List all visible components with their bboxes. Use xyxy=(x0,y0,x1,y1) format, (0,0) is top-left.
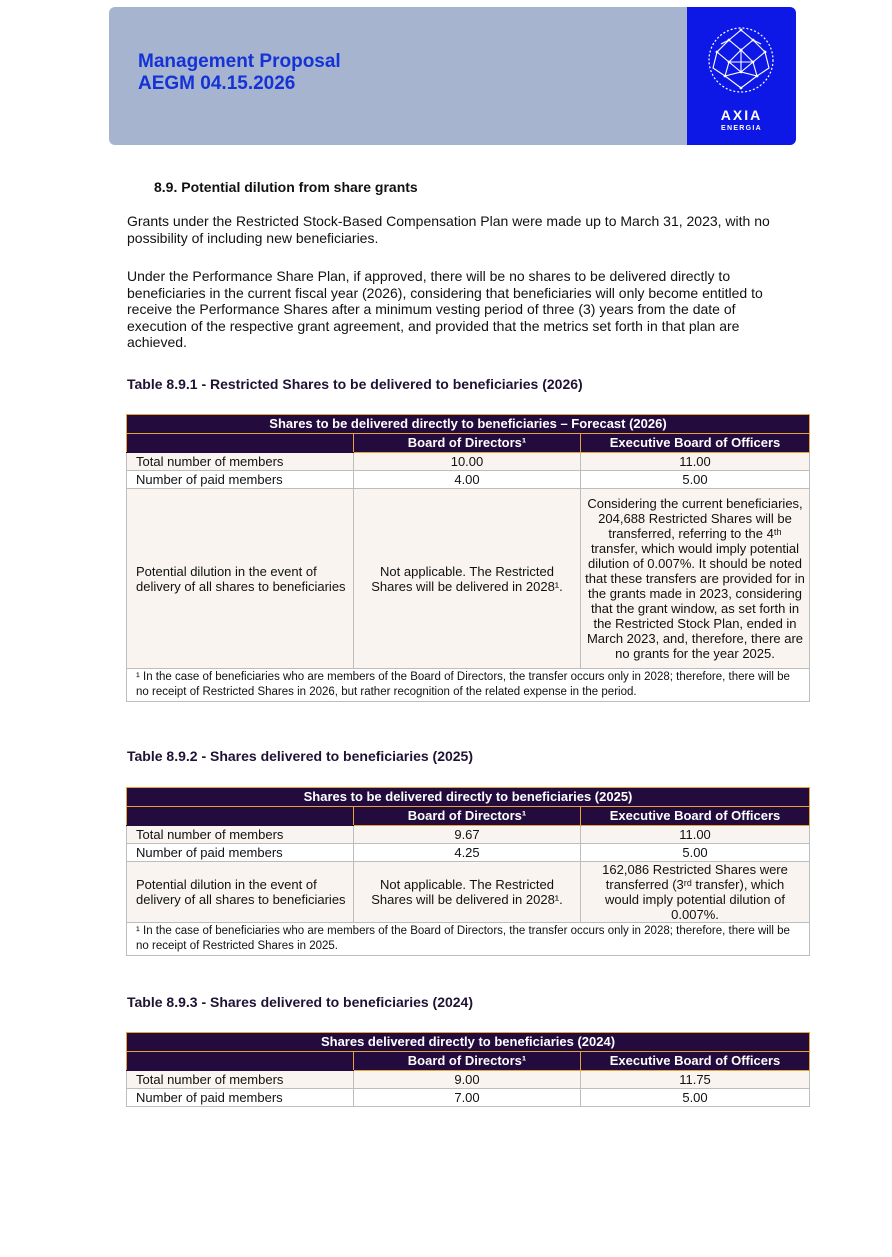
table-1 xyxy=(126,414,810,702)
logo-subbrand: ENERGIA xyxy=(721,125,762,132)
exec-value: 5.00 xyxy=(581,1089,810,1107)
row-label: Total number of members xyxy=(127,1071,354,1089)
exec-value: 11.75 xyxy=(581,1071,810,1089)
section-title: 8.9. Potential dilution from share grants xyxy=(154,179,418,195)
table-1-footnote: ¹ In the case of beneficiaries who are members of the Board of Directors, the transfer occurs only in 2028; therefore, there will be no receipt of Restricted Shares in 2026, but rather recognition of the related expense in the period. xyxy=(127,669,810,702)
document-subtitle: AEGM 04.15.2026 xyxy=(138,73,296,94)
table-row-dilution xyxy=(127,862,810,923)
table-2-banner: Shares to be delivered directly to beneficiaries (2025) xyxy=(127,788,810,807)
table-row xyxy=(127,826,810,844)
paragraph-1: Grants under the Restricted Stock-Based Compensation Plan were made up to March 31, 2023, with no possibility of including new beneficiaries. xyxy=(127,213,770,246)
row-label: Number of paid members xyxy=(127,1089,354,1107)
exec-value: 11.00 xyxy=(581,453,810,471)
globe-icon xyxy=(707,26,775,94)
exec-value: 5.00 xyxy=(581,844,810,862)
board-value: 7.00 xyxy=(354,1089,581,1107)
row-label: Number of paid members xyxy=(127,471,354,489)
company-logo xyxy=(687,7,796,145)
paragraph-2: Under the Performance Share Plan, if approved, there will be no shares to be delivered directly to beneficiaries in the current fiscal year (2026), considering that beneficiaries will only become entitled to receive the Performance Shares after a minimum vesting period of three (3) years from the date of execution of the respective grant agreement, and provided that the metrics set forth in that plan are achieved. xyxy=(127,268,763,351)
table-1-col-board: Board of Directors¹ xyxy=(354,434,581,453)
table-row xyxy=(127,453,810,471)
table-2-caption: Table 8.9.2 - Shares delivered to beneficiaries (2025) xyxy=(127,748,474,764)
table-3-col-board: Board of Directors¹ xyxy=(354,1052,581,1071)
dilution-label: Potential dilution in the event of delivery of all shares to beneficiaries xyxy=(127,862,354,923)
dilution-board: Not applicable. The Restricted Shares will be delivered in 2028¹. xyxy=(354,489,581,669)
table-row xyxy=(127,844,810,862)
board-value: 10.00 xyxy=(354,453,581,471)
table-row xyxy=(127,1071,810,1089)
document-title: Management Proposal xyxy=(138,51,341,72)
table-3-blank-header xyxy=(127,1052,354,1071)
board-value: 9.67 xyxy=(354,826,581,844)
table-1-banner: Shares to be delivered directly to beneficiaries – Forecast (2026) xyxy=(127,415,810,434)
table-2-blank-header xyxy=(127,807,354,826)
table-3-banner: Shares delivered directly to beneficiaries (2024) xyxy=(127,1033,810,1052)
table-2-footnote: ¹ In the case of beneficiaries who are members of the Board of Directors, the transfer occurs only in 2028; therefore, there will be no receipt of Restricted Shares in 2025. xyxy=(127,923,810,956)
table-row xyxy=(127,471,810,489)
table-3-caption: Table 8.9.3 - Shares delivered to beneficiaries (2024) xyxy=(127,994,474,1010)
table-row-dilution xyxy=(127,489,810,669)
dilution-label: Potential dilution in the event of delivery of all shares to beneficiaries xyxy=(127,489,354,669)
table-1-caption: Table 8.9.1 - Restricted Shares to be delivered to beneficiaries (2026) xyxy=(127,376,583,392)
dilution-board: Not applicable. The Restricted Shares will be delivered in 2028¹. xyxy=(354,862,581,923)
table-2-col-board: Board of Directors¹ xyxy=(354,807,581,826)
table-3-col-exec: Executive Board of Officers xyxy=(581,1052,810,1071)
row-label: Total number of members xyxy=(127,453,354,471)
board-value: 4.25 xyxy=(354,844,581,862)
row-label: Total number of members xyxy=(127,826,354,844)
table-2-col-exec: Executive Board of Officers xyxy=(581,807,810,826)
table-2 xyxy=(126,787,810,956)
board-value: 4.00 xyxy=(354,471,581,489)
exec-value: 11.00 xyxy=(581,826,810,844)
exec-value: 5.00 xyxy=(581,471,810,489)
dilution-exec: 162,086 Restricted Shares were transferred (3ʳᵈ transfer), which would imply potential dilution of 0.007%. xyxy=(581,862,810,923)
board-value: 9.00 xyxy=(354,1071,581,1089)
table-1-blank-header xyxy=(127,434,354,453)
table-1-col-exec: Executive Board of Officers xyxy=(581,434,810,453)
header-banner xyxy=(109,7,687,145)
row-label: Number of paid members xyxy=(127,844,354,862)
logo-brand: AXIA xyxy=(720,107,763,123)
table-row xyxy=(127,1089,810,1107)
table-3 xyxy=(126,1032,810,1107)
dilution-exec: Considering the current beneficiaries, 204,688 Restricted Shares will be transferred, referring to the 4ᵗʰ transfer, which would imply potential dilution of 0.007%. It should be noted that these transfers are provided for in the grants made in 2023, considering that the grant window, as set forth in the Restricted Stock Plan, ended in March 2023, and, therefore, there are no grants for the year 2025. xyxy=(581,489,810,669)
